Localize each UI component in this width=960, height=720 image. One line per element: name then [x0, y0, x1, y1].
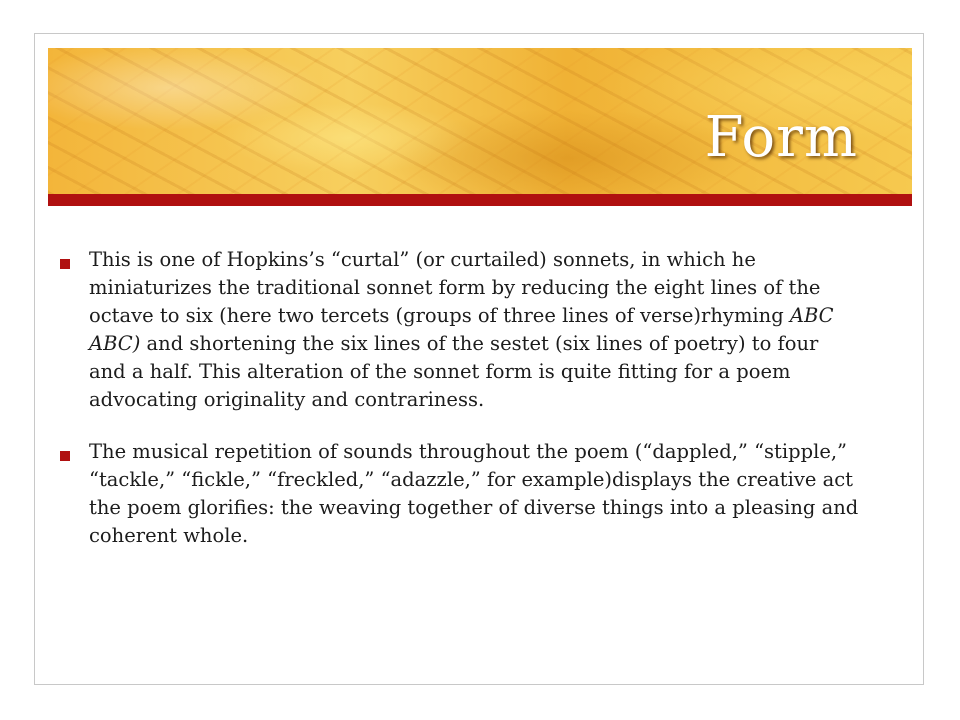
square-bullet-icon: [60, 451, 70, 461]
bullet-item: [60, 438, 860, 550]
title-banner: [48, 48, 912, 194]
slide-title: Form: [704, 105, 858, 170]
rhyme-scheme-italic: ABC ABC): [89, 304, 834, 355]
title-divider: [48, 194, 912, 206]
bullet-text-part: and shortening the six lines of the sestet (six lines of poetry) to four and a half. This alteration of the sonnet form is quite fitting for a poem advocating originality and contrariness.: [89, 332, 819, 411]
bullet-text: [89, 248, 834, 411]
square-bullet-icon: [60, 259, 70, 269]
slide-body: [60, 246, 860, 574]
bullet-text: The musical repetition of sounds throughout the poem (“dappled,” “stipple,” “tackle,” “fickle,” “freckled,” “adazzle,” for example)displays the creative act the poem glorifies: the weaving together of diverse things into a pleasing and coherent whole.: [89, 440, 859, 547]
bullet-item: [60, 246, 860, 414]
bullet-text-part: This is one of Hopkins’s “curtal” (or curtailed) sonnets, in which he miniaturizes the traditional sonnet form by reducing the eight lines of the octave to six (here two tercets (groups of three lines of verse)rhyming: [89, 248, 821, 327]
